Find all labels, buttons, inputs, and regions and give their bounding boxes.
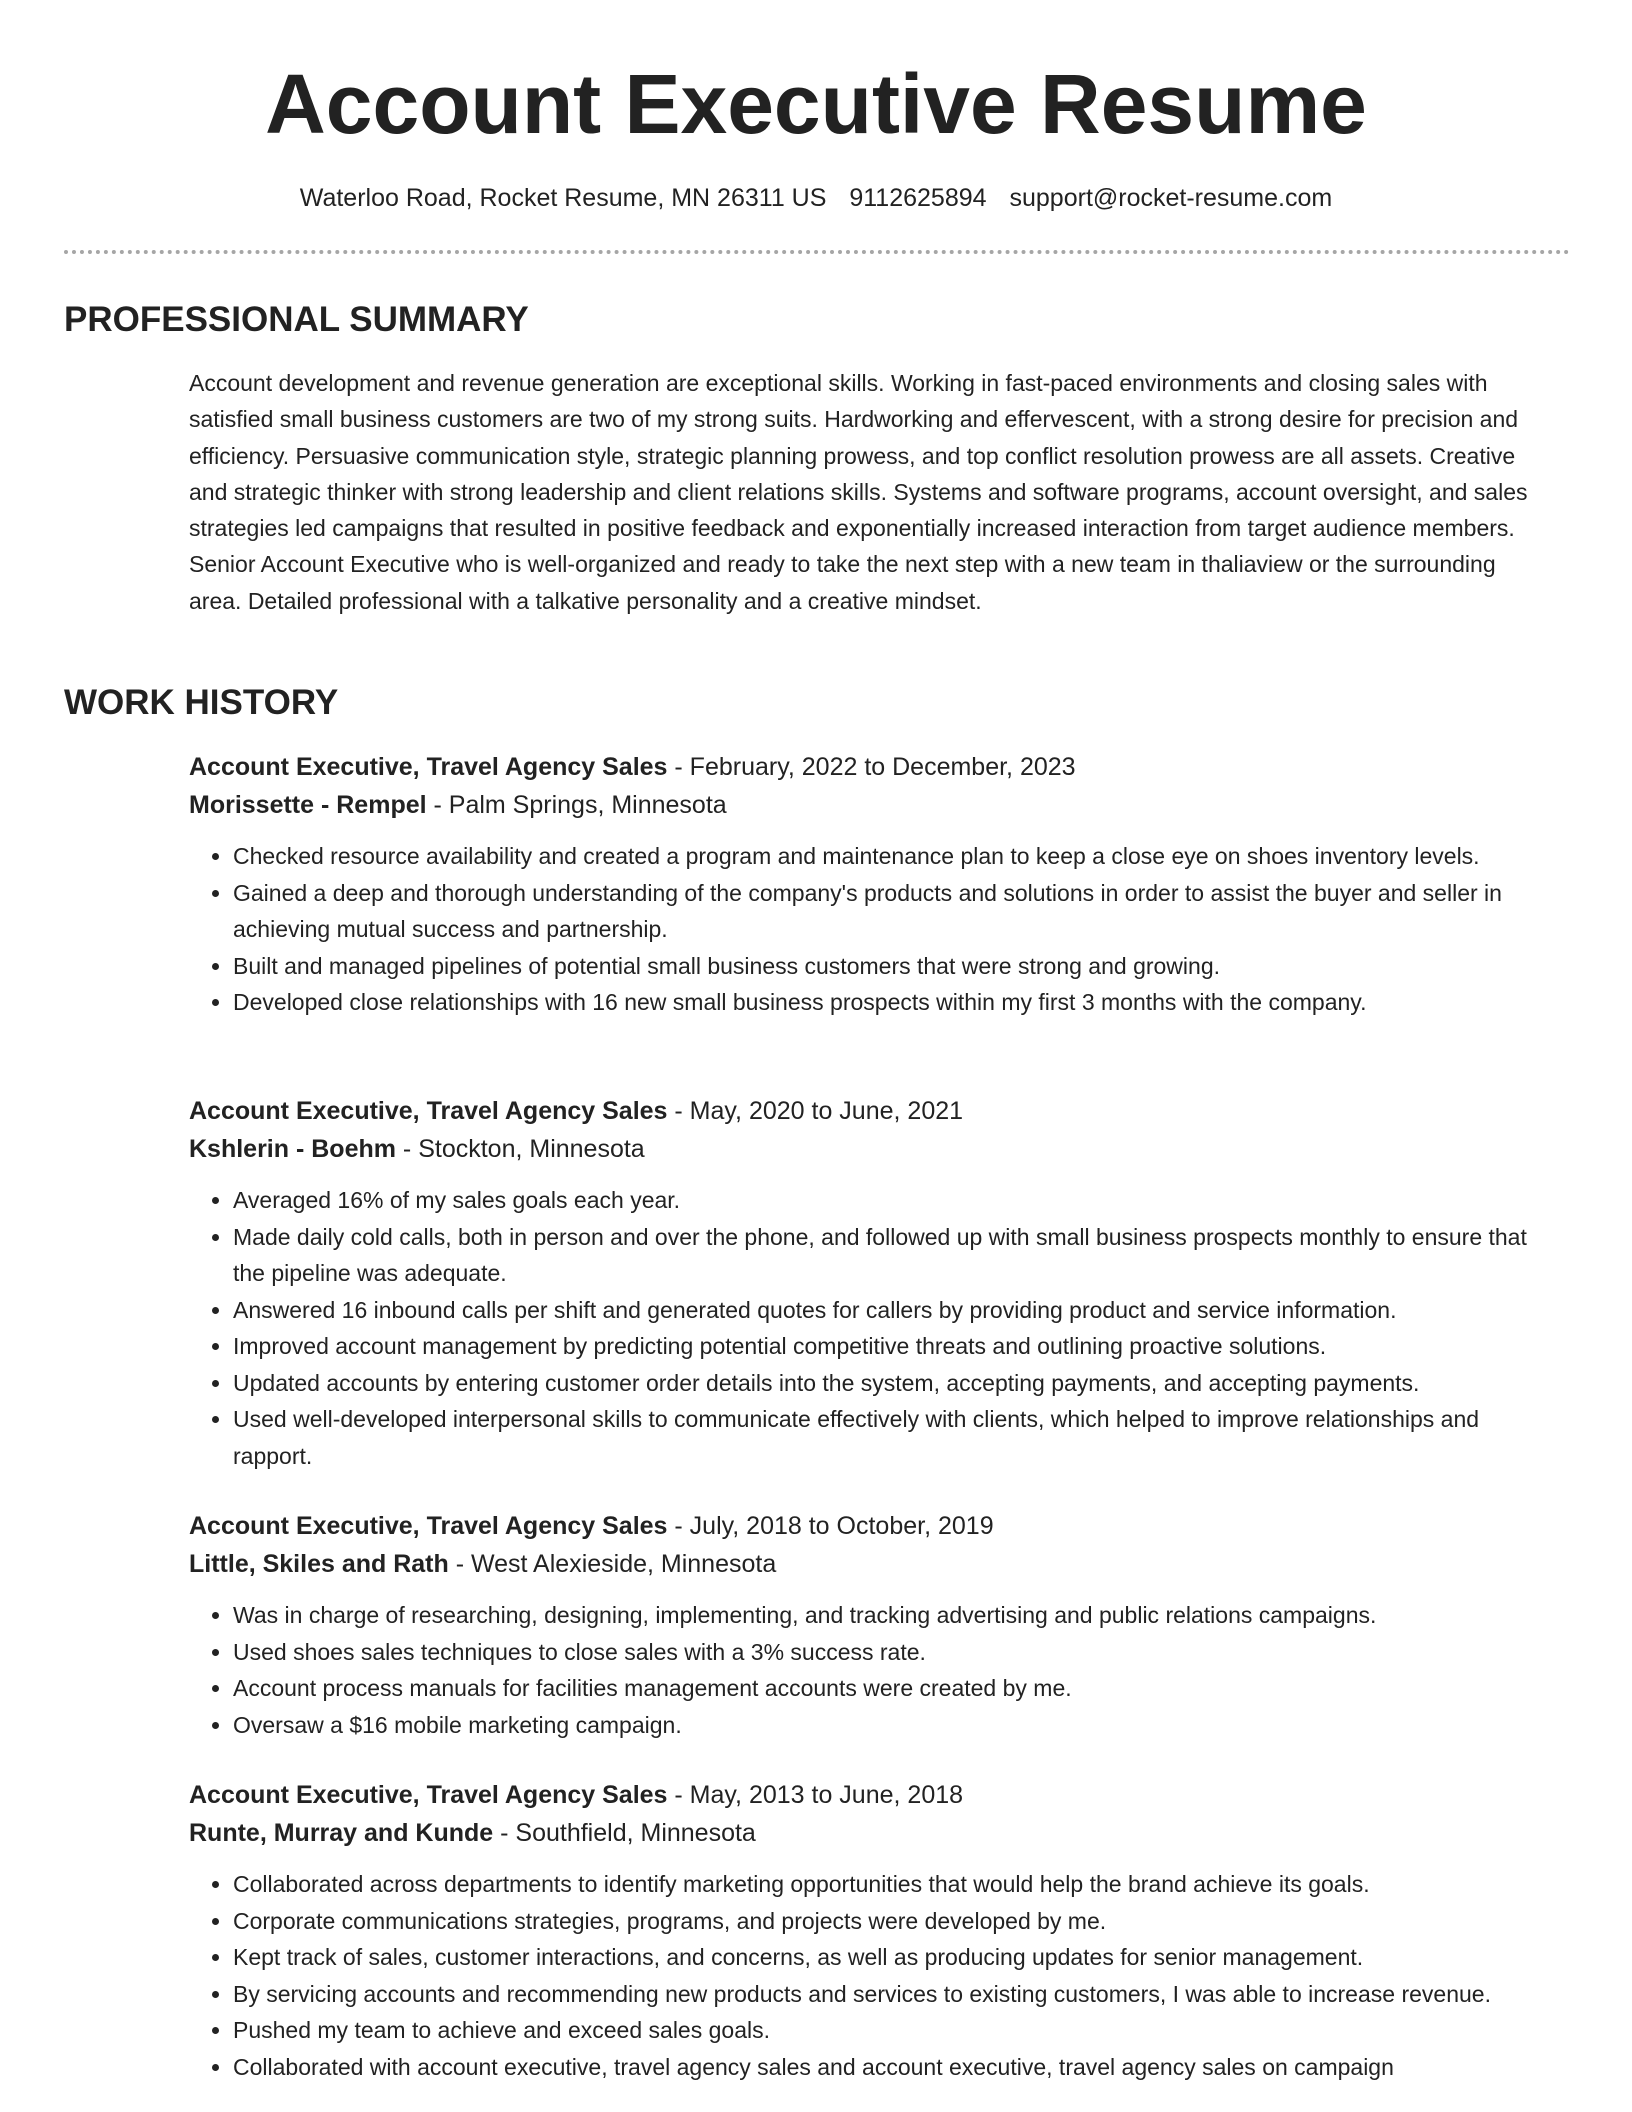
- job-bullet: • Averaged 16% of my sales goals each year.: [233, 1182, 1559, 1219]
- job-entry: [189, 1776, 1559, 2085]
- header-divider: [64, 250, 1570, 254]
- contact-address: Waterloo Road, Rocket Resume, MN 26311 US: [299, 184, 827, 212]
- job-company: Runte, Murray and Kunde: [189, 1819, 494, 1847]
- job-company-line: [189, 786, 1559, 824]
- summary-text: Account development and revenue generation are exceptional skills. Working in fast-paced environments and closing sales with satisfied small business customers are two of my strong suits. Hardworking and effervescent, with a strong desire for precision and efficiency. Persuasive communication style, strategic planning prowess, and top conflict resolution prowess are all assets. Creative and strategic thinker with strong leadership and client relations skills. Systems and software programs, account oversight, and sales strategies led campaigns that resulted in positive feedback and exponentially increased interaction from target audience members. Senior Account Executive who is well-organized and ready to take the next step with a new team in thaliaview or the surrounding area. Detailed professional with a talkative personality and a creative mindset.: [189, 370, 1528, 614]
- job-bullet: • Developed close relationships with 16 new small business prospects within my first 3 months with the company.: [233, 984, 1559, 1021]
- job-bullet: • Account process manuals for facilities management accounts were created by me.: [233, 1670, 1559, 1707]
- job-bullet: • Answered 16 inbound calls per shift and generated quotes for callers by providing product and service information.: [233, 1292, 1559, 1329]
- job-dates: - February, 2022 to December, 2023: [667, 753, 1076, 781]
- job-company: Little, Skiles and Rath: [189, 1550, 449, 1578]
- job-bullet: • Improved account management by predicting potential competitive threats and outlining proactive solutions.: [233, 1328, 1559, 1365]
- job-location: - West Alexieside, Minnesota: [448, 1550, 777, 1578]
- job-title-line: [189, 1092, 1559, 1130]
- contact-line: [0, 180, 1632, 216]
- job-company: Kshlerin - Boehm: [189, 1135, 396, 1163]
- job-title: Account Executive, Travel Agency Sales: [189, 1781, 668, 1809]
- job-entry: [189, 1507, 1559, 1743]
- contact-email: support@rocket-resume.com: [1009, 184, 1333, 212]
- job-title: Account Executive, Travel Agency Sales: [189, 1512, 668, 1540]
- job-company-line: [189, 1814, 1559, 1852]
- job-bullet: • Checked resource availability and created a program and maintenance plan to keep a close eye on shoes inventory levels.: [233, 838, 1559, 875]
- job-title-line: [189, 1507, 1559, 1545]
- job-bullets: [189, 1182, 1559, 1474]
- job-title: Account Executive, Travel Agency Sales: [189, 753, 668, 781]
- job-bullet: • Pushed my team to achieve and exceed sales goals.: [233, 2012, 1559, 2049]
- job-dates: - July, 2018 to October, 2019: [667, 1512, 994, 1540]
- job-company: Morissette - Rempel: [189, 791, 427, 819]
- job-bullet: • Used well-developed interpersonal skills to communicate effectively with clients, which helped to improve relationships and rapport.: [233, 1401, 1559, 1474]
- job-company-line: [189, 1130, 1559, 1168]
- job-bullet: • Updated accounts by entering customer order details into the system, accepting payments, and accepting payments.: [233, 1365, 1559, 1402]
- job-entry: [189, 1092, 1559, 1474]
- job-title-line: [189, 1776, 1559, 1814]
- job-bullet: • Collaborated with account executive, travel agency sales and account executive, travel agency sales on campaign: [233, 2049, 1559, 2086]
- summary-heading: PROFESSIONAL SUMMARY: [64, 300, 529, 339]
- job-company-line: [189, 1545, 1559, 1583]
- job-bullet: • Collaborated across departments to identify marketing opportunities that would help the brand achieve its goals.: [233, 1866, 1559, 1903]
- job-bullet: • Kept track of sales, customer interactions, and concerns, as well as producing updates for senior management.: [233, 1939, 1559, 1976]
- job-bullet: • Corporate communications strategies, programs, and projects were developed by me.: [233, 1903, 1559, 1940]
- job-bullet: • Made daily cold calls, both in person and over the phone, and followed up with small business prospects monthly to ensure that the pipeline was adequate.: [233, 1219, 1559, 1292]
- job-bullet: • Used shoes sales techniques to close sales with a 3% success rate.: [233, 1634, 1559, 1671]
- resume-title: Account Executive Resume: [265, 57, 1367, 151]
- contact-phone: 9112625894: [849, 184, 987, 212]
- work-history-heading: WORK HISTORY: [64, 683, 339, 722]
- job-bullets: [189, 1597, 1559, 1743]
- job-location: - Southfield, Minnesota: [493, 1819, 756, 1847]
- job-title: Account Executive, Travel Agency Sales: [189, 1097, 668, 1125]
- job-location: - Stockton, Minnesota: [395, 1135, 645, 1163]
- job-title-line: [189, 748, 1559, 786]
- job-bullet: • Was in charge of researching, designing, implementing, and tracking advertising and public relations campaigns.: [233, 1597, 1559, 1634]
- job-bullets: [189, 838, 1559, 1021]
- job-bullet: • Gained a deep and thorough understanding of the company's products and solutions in order to assist the buyer and seller in achieving mutual success and partnership.: [233, 875, 1559, 948]
- job-bullet: • By servicing accounts and recommending new products and services to existing customers, I was able to increase revenue.: [233, 1976, 1559, 2013]
- job-bullet: • Built and managed pipelines of potential small business customers that were strong and growing.: [233, 948, 1559, 985]
- job-bullet: • Oversaw a $16 mobile marketing campaign.: [233, 1707, 1559, 1744]
- job-entry: [189, 748, 1559, 1021]
- job-dates: - May, 2020 to June, 2021: [667, 1097, 964, 1125]
- job-location: - Palm Springs, Minnesota: [426, 791, 727, 819]
- job-dates: - May, 2013 to June, 2018: [667, 1781, 964, 1809]
- job-bullets: [189, 1866, 1559, 2085]
